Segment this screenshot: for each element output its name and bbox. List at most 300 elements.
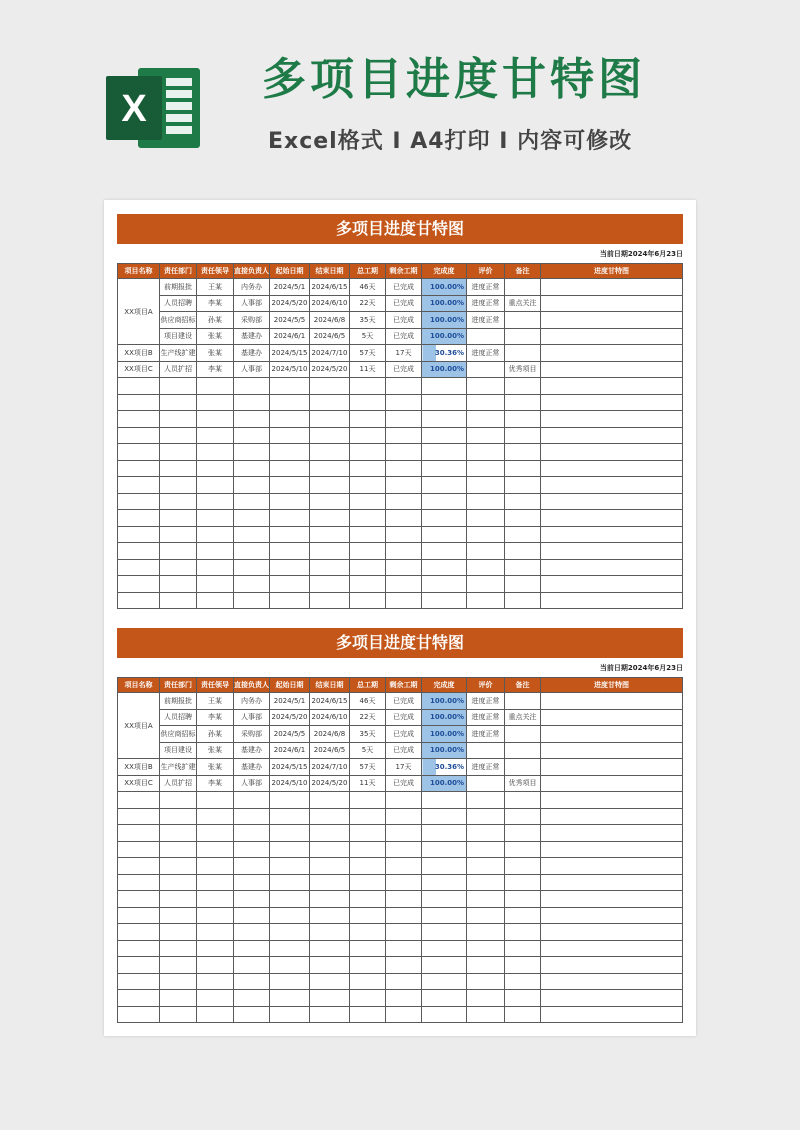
cell-remain: 已完成 xyxy=(386,726,422,743)
column-header: 评价 xyxy=(467,678,505,693)
empty-cell xyxy=(310,460,350,477)
empty-cell xyxy=(422,378,467,395)
gantt-cell xyxy=(541,709,683,726)
empty-cell xyxy=(350,891,386,908)
gantt-cell xyxy=(541,295,683,312)
empty-cell xyxy=(386,841,422,858)
table-row xyxy=(118,709,683,726)
empty-cell xyxy=(350,940,386,957)
empty-cell xyxy=(197,990,234,1007)
cell-end: 2024/6/8 xyxy=(310,726,350,743)
empty-row xyxy=(118,874,683,891)
empty-cell xyxy=(197,576,234,593)
empty-row xyxy=(118,973,683,990)
cell-leader: 张某 xyxy=(197,759,234,776)
cell-start: 2024/5/1 xyxy=(270,693,310,710)
empty-cell xyxy=(541,907,683,924)
empty-cell xyxy=(505,411,541,428)
empty-cell xyxy=(505,808,541,825)
empty-cell xyxy=(541,427,683,444)
cell-end: 2024/5/20 xyxy=(310,361,350,378)
gantt-cell xyxy=(541,693,683,710)
cell-pct: 100.00% xyxy=(422,709,467,726)
empty-cell xyxy=(118,940,160,957)
empty-cell xyxy=(270,924,310,941)
empty-cell xyxy=(234,493,270,510)
empty-cell xyxy=(422,924,467,941)
cell-eval: 进度正常 xyxy=(467,312,505,329)
empty-cell xyxy=(467,592,505,609)
empty-row xyxy=(118,990,683,1007)
cell-dept: 人员招聘 xyxy=(160,295,197,312)
empty-cell xyxy=(118,792,160,809)
empty-cell xyxy=(160,957,197,974)
cell-dept: 供应商招标 xyxy=(160,312,197,329)
empty-cell xyxy=(310,526,350,543)
empty-cell xyxy=(197,841,234,858)
empty-cell xyxy=(422,841,467,858)
cell-owner: 内务办 xyxy=(234,279,270,296)
sheet-section-1 xyxy=(117,214,683,614)
cell-start: 2024/5/10 xyxy=(270,775,310,792)
cell-note xyxy=(505,742,541,759)
empty-cell xyxy=(505,907,541,924)
column-header: 总工期 xyxy=(350,678,386,693)
empty-cell xyxy=(467,526,505,543)
empty-cell xyxy=(270,973,310,990)
empty-cell xyxy=(310,378,350,395)
empty-cell xyxy=(310,543,350,560)
empty-cell xyxy=(118,543,160,560)
empty-cell xyxy=(541,394,683,411)
empty-cell xyxy=(467,792,505,809)
empty-cell xyxy=(270,576,310,593)
gantt-cell xyxy=(541,742,683,759)
empty-cell xyxy=(541,543,683,560)
empty-cell xyxy=(541,411,683,428)
empty-cell xyxy=(350,841,386,858)
empty-cell xyxy=(197,940,234,957)
empty-cell xyxy=(350,792,386,809)
empty-cell xyxy=(197,427,234,444)
spreadsheet-page xyxy=(104,200,696,1036)
empty-cell xyxy=(505,957,541,974)
empty-cell xyxy=(467,477,505,494)
empty-row xyxy=(118,924,683,941)
empty-cell xyxy=(270,907,310,924)
empty-cell xyxy=(422,808,467,825)
cell-note: 优秀项目 xyxy=(505,775,541,792)
empty-cell xyxy=(505,891,541,908)
empty-cell xyxy=(160,841,197,858)
empty-cell xyxy=(197,1006,234,1023)
empty-cell xyxy=(234,543,270,560)
empty-row xyxy=(118,808,683,825)
empty-cell xyxy=(197,526,234,543)
cell-owner: 基建办 xyxy=(234,345,270,362)
table-row xyxy=(118,742,683,759)
cell-leader: 孙某 xyxy=(197,312,234,329)
empty-cell xyxy=(505,526,541,543)
cell-leader: 张某 xyxy=(197,345,234,362)
empty-cell xyxy=(541,973,683,990)
cell-pct: 30.36% xyxy=(422,345,467,362)
cell-owner: 人事部 xyxy=(234,295,270,312)
empty-cell xyxy=(197,510,234,527)
cell-owner: 内务办 xyxy=(234,693,270,710)
empty-cell xyxy=(505,924,541,941)
cell-leader: 李某 xyxy=(197,295,234,312)
empty-cell xyxy=(197,378,234,395)
empty-cell xyxy=(270,825,310,842)
project-name-cell: XX项目C xyxy=(118,775,160,792)
empty-cell xyxy=(350,592,386,609)
project-name-cell: XX项目B xyxy=(118,345,160,362)
cell-owner: 采购部 xyxy=(234,726,270,743)
empty-cell xyxy=(197,924,234,941)
empty-cell xyxy=(422,990,467,1007)
cell-start: 2024/5/1 xyxy=(270,279,310,296)
empty-cell xyxy=(118,394,160,411)
empty-cell xyxy=(234,957,270,974)
cell-start: 2024/5/10 xyxy=(270,361,310,378)
cell-end: 2024/5/20 xyxy=(310,775,350,792)
empty-cell xyxy=(118,592,160,609)
empty-cell xyxy=(197,444,234,461)
empty-cell xyxy=(270,592,310,609)
empty-cell xyxy=(197,477,234,494)
empty-cell xyxy=(310,411,350,428)
excel-logo-icon xyxy=(104,62,202,154)
empty-cell xyxy=(160,510,197,527)
cell-note: 重点关注 xyxy=(505,709,541,726)
empty-cell xyxy=(197,957,234,974)
empty-row xyxy=(118,477,683,494)
table-header-row xyxy=(118,264,683,279)
cell-remain: 已完成 xyxy=(386,312,422,329)
cell-leader: 王某 xyxy=(197,693,234,710)
cell-owner: 基建办 xyxy=(234,742,270,759)
cell-total: 46天 xyxy=(350,279,386,296)
empty-cell xyxy=(197,559,234,576)
empty-cell xyxy=(270,891,310,908)
gantt-table xyxy=(117,263,683,609)
cell-end: 2024/6/5 xyxy=(310,742,350,759)
sheet-banner: 多项目进度甘特图 xyxy=(117,214,683,244)
empty-cell xyxy=(422,592,467,609)
empty-cell xyxy=(234,940,270,957)
empty-cell xyxy=(234,1006,270,1023)
empty-cell xyxy=(386,924,422,941)
table-row xyxy=(118,775,683,792)
table-header-row xyxy=(118,678,683,693)
empty-row xyxy=(118,394,683,411)
empty-cell xyxy=(160,1006,197,1023)
empty-row xyxy=(118,543,683,560)
cell-eval: 进度正常 xyxy=(467,295,505,312)
empty-cell xyxy=(541,1006,683,1023)
empty-cell xyxy=(467,957,505,974)
empty-cell xyxy=(422,792,467,809)
column-header: 备注 xyxy=(505,264,541,279)
empty-cell xyxy=(541,477,683,494)
cell-remain: 已完成 xyxy=(386,742,422,759)
empty-row xyxy=(118,411,683,428)
empty-cell xyxy=(118,427,160,444)
empty-cell xyxy=(422,394,467,411)
empty-cell xyxy=(160,592,197,609)
empty-cell xyxy=(386,891,422,908)
table-row xyxy=(118,726,683,743)
empty-cell xyxy=(310,493,350,510)
empty-cell xyxy=(310,891,350,908)
empty-cell xyxy=(541,874,683,891)
cell-note xyxy=(505,759,541,776)
empty-cell xyxy=(386,526,422,543)
cell-end: 2024/6/10 xyxy=(310,295,350,312)
empty-cell xyxy=(197,592,234,609)
cell-start: 2024/5/5 xyxy=(270,312,310,329)
empty-cell xyxy=(467,973,505,990)
empty-cell xyxy=(270,792,310,809)
cell-pct: 100.00% xyxy=(422,328,467,345)
cell-remain: 已完成 xyxy=(386,693,422,710)
empty-cell xyxy=(386,858,422,875)
cell-owner: 采购部 xyxy=(234,312,270,329)
cell-dept: 人员扩招 xyxy=(160,775,197,792)
empty-cell xyxy=(350,825,386,842)
empty-row xyxy=(118,841,683,858)
empty-cell xyxy=(197,394,234,411)
empty-cell xyxy=(467,874,505,891)
column-header: 责任领导 xyxy=(197,678,234,693)
project-name-cell: XX项目A xyxy=(118,279,160,345)
empty-cell xyxy=(234,378,270,395)
cell-remain: 17天 xyxy=(386,759,422,776)
cell-dept: 人员招聘 xyxy=(160,709,197,726)
empty-cell xyxy=(541,940,683,957)
empty-cell xyxy=(386,493,422,510)
empty-cell xyxy=(160,444,197,461)
empty-cell xyxy=(467,427,505,444)
empty-cell xyxy=(160,394,197,411)
table-row xyxy=(118,328,683,345)
empty-cell xyxy=(386,394,422,411)
empty-cell xyxy=(467,493,505,510)
empty-cell xyxy=(350,427,386,444)
column-header: 项目名称 xyxy=(118,264,160,279)
empty-cell xyxy=(505,592,541,609)
empty-cell xyxy=(160,891,197,908)
cell-note: 优秀项目 xyxy=(505,361,541,378)
cell-total: 22天 xyxy=(350,295,386,312)
empty-cell xyxy=(160,543,197,560)
empty-cell xyxy=(160,378,197,395)
empty-cell xyxy=(467,841,505,858)
empty-cell xyxy=(386,990,422,1007)
empty-cell xyxy=(197,907,234,924)
empty-cell xyxy=(505,543,541,560)
cell-pct: 100.00% xyxy=(422,279,467,296)
empty-cell xyxy=(118,559,160,576)
empty-cell xyxy=(270,411,310,428)
empty-cell xyxy=(310,592,350,609)
cell-leader: 李某 xyxy=(197,709,234,726)
cell-pct: 30.36% xyxy=(422,759,467,776)
empty-cell xyxy=(234,576,270,593)
column-header: 责任部门 xyxy=(160,678,197,693)
cell-leader: 李某 xyxy=(197,775,234,792)
empty-row xyxy=(118,510,683,527)
empty-cell xyxy=(270,990,310,1007)
empty-row xyxy=(118,526,683,543)
empty-cell xyxy=(467,808,505,825)
empty-cell xyxy=(310,825,350,842)
empty-cell xyxy=(467,891,505,908)
empty-cell xyxy=(467,411,505,428)
column-header: 项目名称 xyxy=(118,678,160,693)
empty-cell xyxy=(422,891,467,908)
empty-cell xyxy=(505,792,541,809)
empty-cell xyxy=(386,543,422,560)
empty-cell xyxy=(422,559,467,576)
empty-cell xyxy=(467,990,505,1007)
cell-owner: 人事部 xyxy=(234,775,270,792)
column-header: 备注 xyxy=(505,678,541,693)
empty-cell xyxy=(234,891,270,908)
cell-start: 2024/5/5 xyxy=(270,726,310,743)
empty-cell xyxy=(422,526,467,543)
empty-cell xyxy=(386,460,422,477)
empty-cell xyxy=(541,559,683,576)
empty-row xyxy=(118,378,683,395)
empty-cell xyxy=(422,825,467,842)
empty-cell xyxy=(350,510,386,527)
empty-cell xyxy=(467,510,505,527)
empty-cell xyxy=(118,907,160,924)
cell-note xyxy=(505,726,541,743)
empty-cell xyxy=(197,858,234,875)
empty-cell xyxy=(467,378,505,395)
cell-leader: 张某 xyxy=(197,742,234,759)
empty-cell xyxy=(160,792,197,809)
empty-cell xyxy=(197,808,234,825)
empty-row xyxy=(118,444,683,461)
column-header: 剩余工期 xyxy=(386,678,422,693)
cell-total: 11天 xyxy=(350,361,386,378)
cell-total: 22天 xyxy=(350,709,386,726)
empty-cell xyxy=(118,576,160,593)
cell-dept: 供应商招标 xyxy=(160,726,197,743)
cell-end: 2024/7/10 xyxy=(310,345,350,362)
cell-owner: 基建办 xyxy=(234,759,270,776)
empty-cell xyxy=(386,907,422,924)
cell-leader: 孙某 xyxy=(197,726,234,743)
empty-cell xyxy=(350,526,386,543)
empty-cell xyxy=(310,510,350,527)
cell-eval: 进度正常 xyxy=(467,345,505,362)
empty-cell xyxy=(160,427,197,444)
empty-cell xyxy=(467,924,505,941)
empty-cell xyxy=(160,940,197,957)
cell-dept: 生产线扩建 xyxy=(160,345,197,362)
empty-cell xyxy=(234,460,270,477)
empty-cell xyxy=(422,874,467,891)
empty-cell xyxy=(541,858,683,875)
empty-cell xyxy=(505,1006,541,1023)
page-subtitle: Excel格式 I A4打印 I 内容可修改 xyxy=(268,129,633,154)
empty-cell xyxy=(541,378,683,395)
empty-cell xyxy=(505,858,541,875)
empty-row xyxy=(118,493,683,510)
empty-cell xyxy=(467,907,505,924)
cell-remain: 已完成 xyxy=(386,709,422,726)
empty-cell xyxy=(422,510,467,527)
cell-dept: 项目建设 xyxy=(160,328,197,345)
empty-cell xyxy=(350,378,386,395)
sheet-banner: 多项目进度甘特图 xyxy=(117,628,683,658)
logo-letter: X xyxy=(121,88,147,130)
empty-cell xyxy=(350,957,386,974)
empty-cell xyxy=(350,924,386,941)
cell-eval: 进度正常 xyxy=(467,759,505,776)
empty-cell xyxy=(197,792,234,809)
empty-cell xyxy=(541,493,683,510)
empty-row xyxy=(118,957,683,974)
cell-leader: 王某 xyxy=(197,279,234,296)
cell-remain: 已完成 xyxy=(386,279,422,296)
empty-row xyxy=(118,940,683,957)
empty-cell xyxy=(270,543,310,560)
empty-cell xyxy=(160,559,197,576)
column-header: 直接负责人 xyxy=(234,678,270,693)
empty-cell xyxy=(234,825,270,842)
empty-cell xyxy=(422,477,467,494)
empty-cell xyxy=(505,874,541,891)
empty-cell xyxy=(270,477,310,494)
empty-cell xyxy=(270,444,310,461)
empty-cell xyxy=(118,493,160,510)
empty-cell xyxy=(118,891,160,908)
cell-dept: 项目建设 xyxy=(160,742,197,759)
empty-cell xyxy=(160,526,197,543)
empty-cell xyxy=(350,808,386,825)
empty-cell xyxy=(350,493,386,510)
cell-total: 57天 xyxy=(350,759,386,776)
empty-cell xyxy=(118,808,160,825)
cell-start: 2024/5/15 xyxy=(270,345,310,362)
empty-cell xyxy=(197,891,234,908)
empty-cell xyxy=(505,559,541,576)
cell-remain: 已完成 xyxy=(386,361,422,378)
cell-end: 2024/6/15 xyxy=(310,693,350,710)
empty-cell xyxy=(422,973,467,990)
empty-cell xyxy=(160,990,197,1007)
empty-cell xyxy=(350,907,386,924)
empty-cell xyxy=(505,825,541,842)
empty-cell xyxy=(160,477,197,494)
empty-cell xyxy=(160,874,197,891)
empty-cell xyxy=(422,957,467,974)
empty-cell xyxy=(350,576,386,593)
empty-cell xyxy=(541,957,683,974)
sheet-section-2 xyxy=(117,628,683,1028)
column-header: 直接负责人 xyxy=(234,264,270,279)
empty-cell xyxy=(234,394,270,411)
empty-cell xyxy=(505,378,541,395)
empty-cell xyxy=(386,576,422,593)
empty-cell xyxy=(310,858,350,875)
